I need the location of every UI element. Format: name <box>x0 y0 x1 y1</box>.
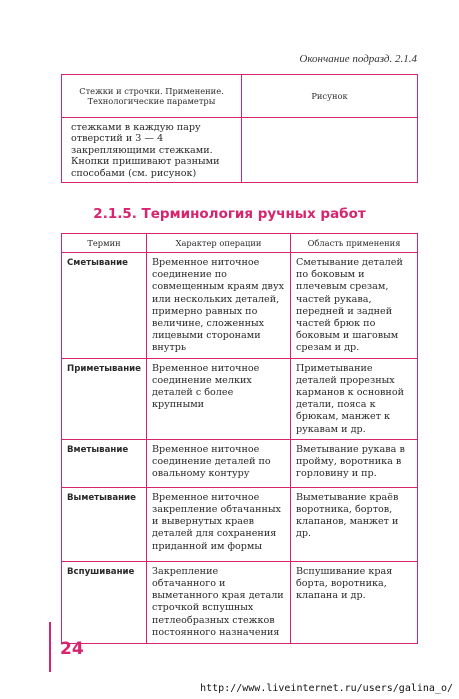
section-title: 2.1.5. Терминология ручных работ <box>93 206 366 222</box>
area-cell: Приметывание деталей прорезных карманов к основной детали, пояса к брюкам, манжет к рукавам и др. <box>291 358 418 439</box>
stitches-table-continuation <box>61 74 418 183</box>
header-area: Область применения <box>291 234 418 253</box>
table-row <box>62 439 418 487</box>
header-term: Термин <box>62 234 147 253</box>
table1-header-figure: Рисунок <box>242 75 418 118</box>
table1-cell-figure <box>242 118 418 183</box>
header-operation: Характер операции <box>147 234 291 253</box>
term-cell: Вметывание <box>62 439 147 487</box>
operation-cell: Временное ниточное соединение по совмещенным краям двух или нескольких деталей, примерно равных по величине, сложенных лицевыми сторонами внутрь <box>147 253 291 359</box>
term-cell: Выметывание <box>62 487 147 561</box>
table-row <box>62 561 418 643</box>
continuation-note: Окончание подразд. 2.1.4 <box>299 53 417 65</box>
operation-cell: Временное ниточное соединение деталей по овальному контуру <box>147 439 291 487</box>
table1-cell-text: стежками в каждую пару отверстий и 3 — 4 закрепляющими стежками. Кнопки пришивают разными способами (см. рисунок) <box>62 118 242 183</box>
area-cell: Вспушивание края борта, воротника, клапана и др. <box>291 561 418 643</box>
table-row <box>62 358 418 439</box>
area-cell: Выметывание краёв воротника, бортов, клапанов, манжет и др. <box>291 487 418 561</box>
table-row <box>62 253 418 359</box>
area-cell: Сметывание деталей по боковым и плечевым срезам, частей рукава, передней и задней частей брюк по боковым и шаговым срезам и др. <box>291 253 418 359</box>
operation-cell: Закрепление обтачанного и выметанного края детали строчкой вспушных петлеобразных стежков постоянного назначения <box>147 561 291 643</box>
term-cell: Вспушивание <box>62 561 147 643</box>
area-cell: Вметывание рукава в пройму, воротника в горловину и пр. <box>291 439 418 487</box>
footer-accent-bar <box>49 622 51 672</box>
operation-cell: Временное ниточное соединение мелких деталей с более крупными <box>147 358 291 439</box>
term-cell: Сметывание <box>62 253 147 359</box>
table1-header-stitches: Стежки и строчки. Применение. Технологические параметры <box>62 75 242 118</box>
page-number: 24 <box>60 639 84 659</box>
operation-cell: Временное ниточное закрепление обтачанных и вывернутых краев деталей для сохранения приданной им формы <box>147 487 291 561</box>
terminology-table <box>61 233 418 644</box>
watermark-url: http://www.liveinternet.ru/users/galina_o/ <box>200 683 453 694</box>
table-row <box>62 487 418 561</box>
term-cell: Приметывание <box>62 358 147 439</box>
